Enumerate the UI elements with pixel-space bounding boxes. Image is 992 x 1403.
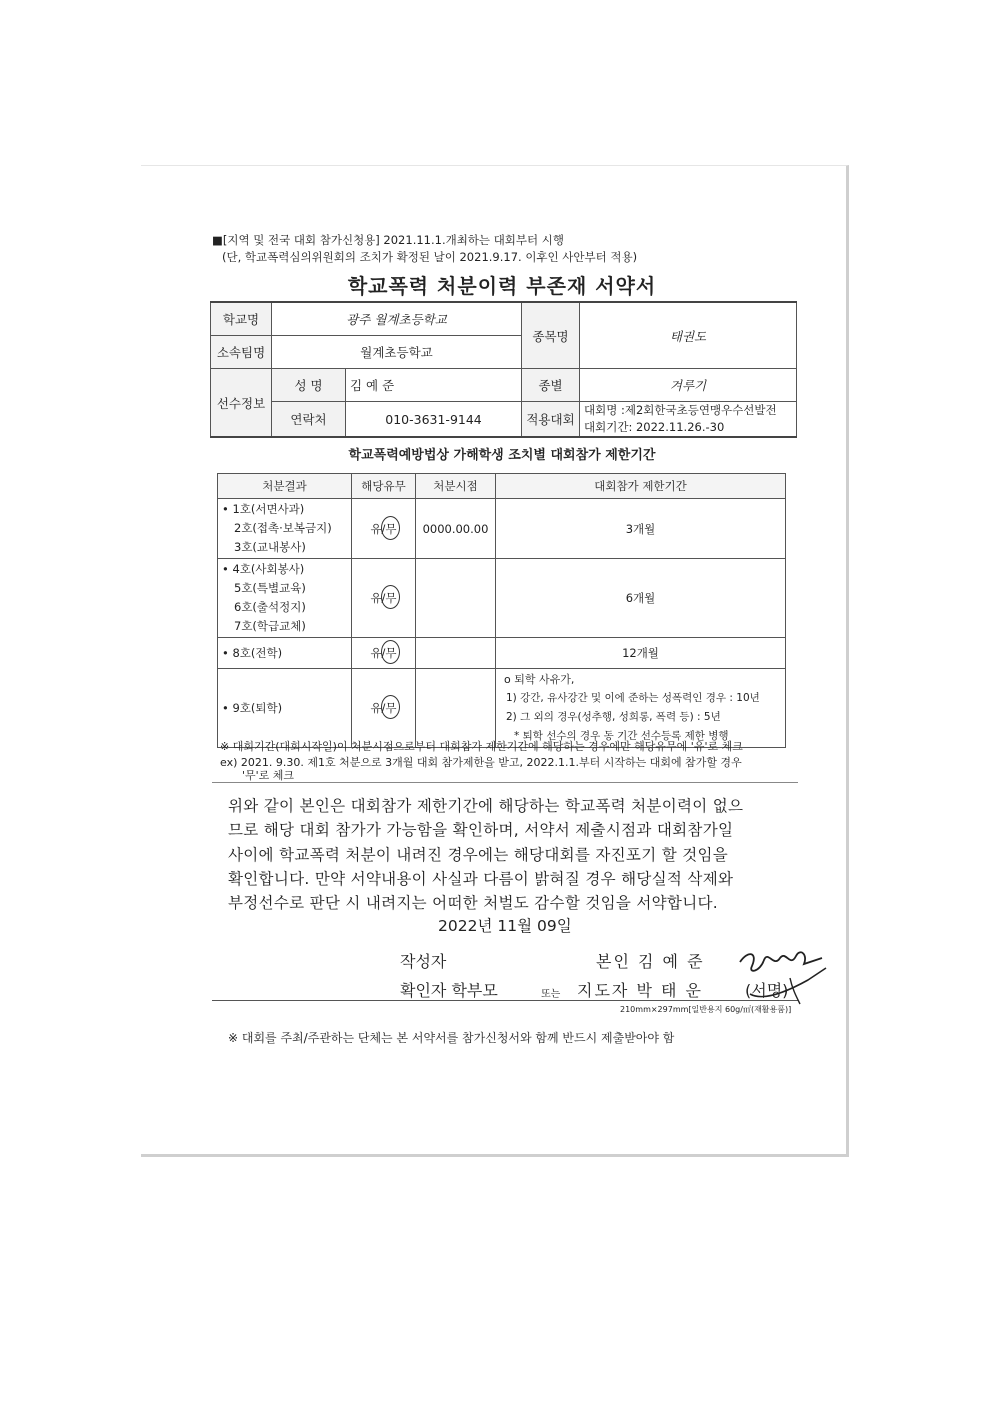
pledge-date: 2022년 11월 09일 xyxy=(438,917,572,935)
player-info-table xyxy=(210,301,797,438)
header-line-2: (단, 학교폭력심의위원회의 조치가 확정된 날이 2021.9.17. 이후인 사안부터 적용) xyxy=(222,250,638,264)
contact-value: 010-3631-9144 xyxy=(346,402,522,438)
result-item: 7호(학급교체) xyxy=(234,619,306,633)
table-row xyxy=(218,638,786,669)
player-label: 선수정보 xyxy=(211,369,272,438)
sanction-date xyxy=(416,559,496,638)
result-item: 5호(특별교육) xyxy=(234,581,306,595)
name-label: 성 명 xyxy=(272,369,346,402)
event-label: 종목명 xyxy=(522,302,580,369)
category-value: 겨루기 xyxy=(580,369,797,402)
applicable-check: 유/무 xyxy=(370,590,396,606)
pledge-line: 부정선수로 판단 시 내려지는 어떠한 처벌도 감수할 것임을 서약합니다. xyxy=(228,894,718,913)
circle-mark xyxy=(381,516,400,540)
note-1: ※ 대회기간(대회시작일)이 처분시점으로부터 대회참가 제한기간에 해당하는 경우에만 해당유무에 '유'로 체크 xyxy=(220,740,743,753)
team-label: 소속팀명 xyxy=(211,336,272,369)
team-value: 월계초등학교 xyxy=(272,336,522,369)
applicable-check: 유/무 xyxy=(370,700,396,716)
pledge-line: 므로 해당 대회 참가가 가능함을 확인하며, 서약서 제출시점과 대회참가일 xyxy=(228,821,734,840)
result-item: 6호(출석정지) xyxy=(234,600,306,614)
pledge-line: 위와 같이 본인은 대회참가 제한기간에 해당하는 학교폭력 처분이력이 없으 xyxy=(228,797,744,815)
confirmer-label: 확인자 학부모 xyxy=(400,981,498,1000)
limit-line: o 퇴학 사유가, xyxy=(504,673,575,686)
circle-mark xyxy=(381,695,400,719)
header-applicable: 해당유무 xyxy=(352,474,416,499)
author-label: 작성자 xyxy=(400,952,447,971)
limit-period: 6개월 xyxy=(496,559,786,638)
header-date: 처분시점 xyxy=(416,474,496,499)
pledge-line: 사이에 학교폭력 처분이 내려진 경우에는 해당대회를 자진포기 할 것임을 xyxy=(228,845,729,864)
result-item: • 4호(사회봉사) xyxy=(222,562,305,576)
sanction-table xyxy=(217,473,786,748)
circle-mark xyxy=(381,585,400,609)
competition-period: 대회기간: 2022.11.26.-30 xyxy=(584,420,725,434)
limit-line: * 퇴학 선수의 경우 동 기간 선수등록 제한 병행 xyxy=(514,730,729,742)
paper-note: 210mm×297mm[일반용지 60g/㎡(재활용품)] xyxy=(620,1005,792,1014)
confirmer-or: 또는 xyxy=(541,989,561,1000)
document-title: 학교폭력 처분이력 부존재 서약서 xyxy=(347,274,657,298)
sanction-date: 0000.00.00 xyxy=(416,499,496,559)
sign-mark: (서명) xyxy=(745,981,789,1000)
divider xyxy=(212,782,798,783)
limit-period: 12개월 xyxy=(496,638,786,669)
category-label: 종별 xyxy=(522,369,580,402)
result-item: • 1호(서면사과) xyxy=(222,502,305,516)
result-item: 2호(접촉·보복금지) xyxy=(234,521,332,535)
table-row xyxy=(218,559,786,638)
school-label: 학교명 xyxy=(211,302,272,336)
header-limit: 대회참가 제한기간 xyxy=(496,474,786,499)
pledge-text xyxy=(228,794,788,915)
limit-period: 3개월 xyxy=(496,499,786,559)
header-result: 처분결과 xyxy=(218,474,352,499)
header-line-1: ■[지역 및 전국 대회 참가신청용] 2021.11.1.개최하는 대회부터 시행 xyxy=(212,233,565,247)
applicable-check: 유/무 xyxy=(370,521,396,537)
footer-note: ※ 대회를 주최/주관하는 단체는 본 서약서를 참가신청서와 함께 반드시 제출받아야 함 xyxy=(228,1031,675,1045)
note-2: ex) 2021. 9.30. 제1호 처분으로 3개월 대회 참가제한을 받고, 2022.1.1.부터 시작하는 대회에 참가할 경우 xyxy=(220,756,742,769)
note-3: '무'로 체크 xyxy=(242,769,295,782)
competition-label: 적용대회 xyxy=(522,402,580,438)
contact-label: 연락처 xyxy=(272,402,346,438)
signature-divider xyxy=(212,1000,798,1001)
confirmer-value: 지도자 박 태 운 xyxy=(577,981,703,1000)
event-value: 태권도 xyxy=(580,302,797,369)
author-value: 본인 김 예 준 xyxy=(596,952,705,971)
result-item: • 9호(퇴학) xyxy=(222,700,283,715)
result-item: 3호(교내봉사) xyxy=(234,540,306,554)
sanction-date xyxy=(416,669,496,748)
name-value: 김 예 준 xyxy=(346,369,522,402)
handwritten-signature xyxy=(730,932,830,1012)
school-value: 광주 월계초등학교 xyxy=(272,302,522,336)
sanction-date xyxy=(416,638,496,669)
circle-mark xyxy=(381,640,400,664)
limit-line: 2) 그 외의 경우(성추행, 성희롱, 폭력 등) : 5년 xyxy=(506,711,721,723)
table-row xyxy=(218,499,786,559)
limit-line: 1) 강간, 유사강간 및 이에 준하는 성폭력인 경우 : 10년 xyxy=(506,692,760,704)
sanction-title: 학교폭력예방법상 가해학생 조치별 대회참가 제한기간 xyxy=(348,448,656,463)
pledge-line: 확인합니다. 만약 서약내용이 사실과 다름이 밝혀질 경우 해당실적 삭제와 xyxy=(228,869,734,888)
applicable-check: 유/무 xyxy=(370,645,396,661)
competition-cell xyxy=(580,402,797,438)
table-row xyxy=(218,669,786,748)
result-item: • 8호(전학) xyxy=(222,645,283,660)
competition-name: 대회명 :제2회한국초등연맹우수선발전 xyxy=(584,403,777,417)
